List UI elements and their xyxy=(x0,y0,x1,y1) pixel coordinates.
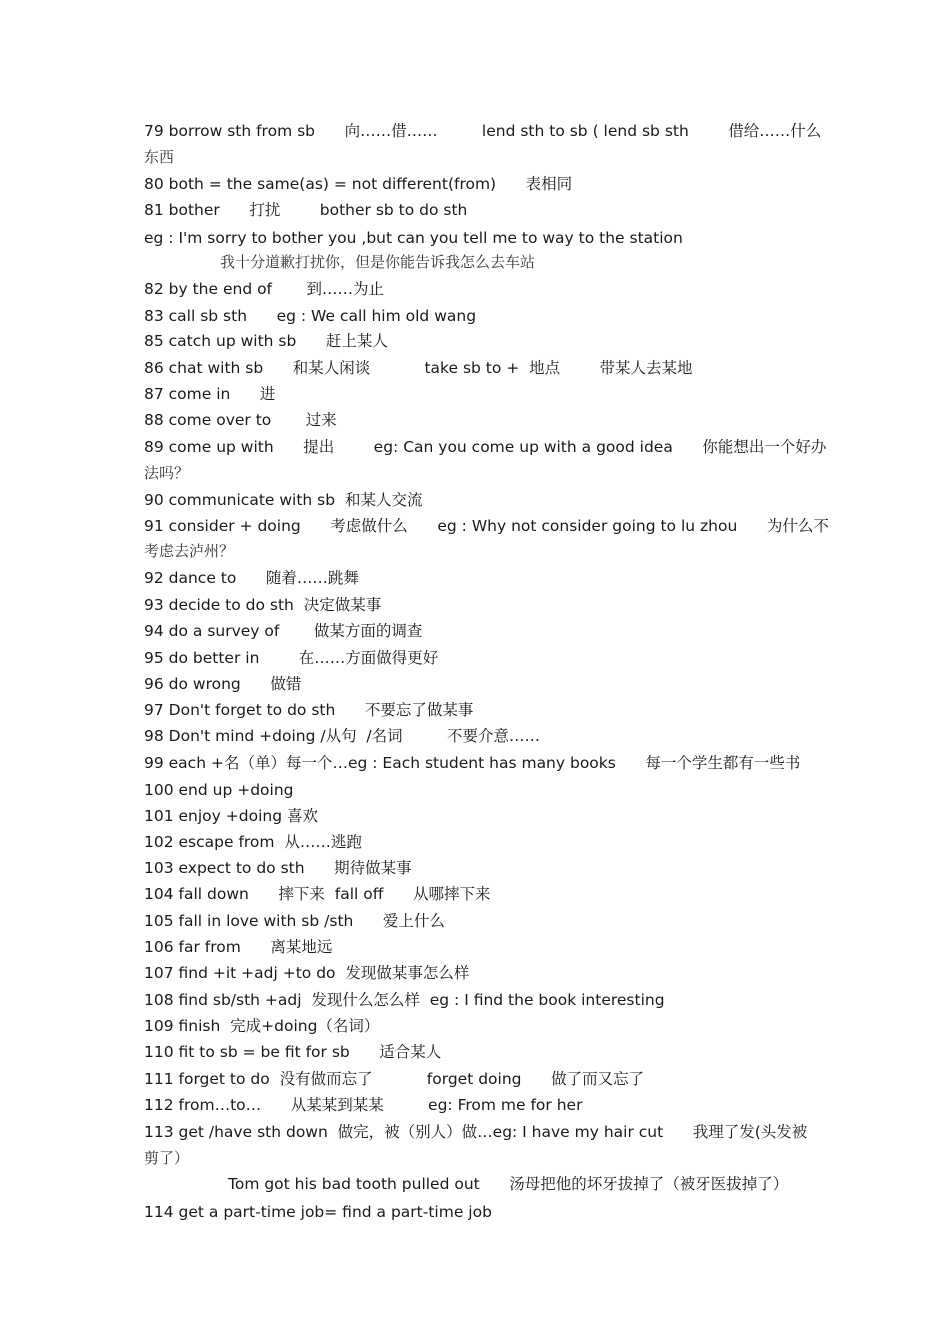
text-line-101: 101 enjoy +doing 喜欢 xyxy=(144,807,318,825)
text-line-90: 90 communicate with sb 和某人交流 xyxy=(144,491,423,509)
text-line-83: 83 call sb sth eg : We call him old wang xyxy=(144,307,477,325)
text-line-94: 94 do a survey of 做某方面的调查 xyxy=(144,622,423,640)
text-line-106: 106 far from 离某地远 xyxy=(144,938,333,956)
text-line-79: 79 borrow sth from sb 向……借…… lend sth to sb ( lend sb sth 借给……什么 xyxy=(144,122,822,140)
text-line-87: 87 come in 进 xyxy=(144,385,276,403)
text-line-108: 108 find sb/sth +adj 发现什么怎么样 eg : I find the book interesting xyxy=(144,991,665,1009)
text-line-81: 81 bother 打扰 bother sb to do sth xyxy=(144,201,468,219)
text-line-113-cont: 剪了） xyxy=(144,1149,190,1167)
text-line-81-example: eg : I'm sorry to bother you ,but can you tell me to way to the station xyxy=(144,229,683,247)
text-line-102: 102 escape from 从……逃跑 xyxy=(144,833,362,851)
text-line-98: 98 Don't mind +doing /从句 /名词 不要介意…… xyxy=(144,727,540,745)
text-line-81-translation: 我十分道歉打扰你，但是你能告诉我怎么去车站 xyxy=(220,253,536,271)
text-line-89-cont: 法吗？ xyxy=(144,464,190,482)
text-line-92: 92 dance to 随着……跳舞 xyxy=(144,569,359,587)
text-line-103: 103 expect to do sth 期待做某事 xyxy=(144,859,412,877)
text-line-105: 105 fall in love with sb /sth 爱上什么 xyxy=(144,912,445,930)
text-line-112: 112 from…to… 从某某到某某 eg: From me for her xyxy=(144,1096,583,1114)
text-line-96: 96 do wrong 做错 xyxy=(144,675,302,693)
text-line-109: 109 finish 完成+doing（名词） xyxy=(144,1017,380,1035)
text-line-113: 113 get /have sth down 做完，被（别人）做…eg: I have my hair cut 我理了发(头发被 xyxy=(144,1123,808,1141)
text-line-80: 80 both = the same(as) = not different(from) 表相同 xyxy=(144,175,573,193)
text-line-93: 93 decide to do sth 决定做某事 xyxy=(144,596,382,614)
text-line-88: 88 come over to 过来 xyxy=(144,411,337,429)
text-line-91-cont: 考虑去泸州？ xyxy=(144,542,235,560)
text-line-99: 99 each +名（单）每一个…eg : Each student has many books 每一个学生都有一些书 xyxy=(144,754,801,772)
text-line-86: 86 chat with sb 和某人闲谈 take sb to + 地点 带某人去某地 xyxy=(144,359,693,377)
text-line-95: 95 do better in 在……方面做得更好 xyxy=(144,649,439,667)
text-line-110: 110 fit to sb = be fit for sb 适合某人 xyxy=(144,1043,442,1061)
text-line-113-example: Tom got his bad tooth pulled out 汤母把他的坏牙拔掉了（被牙医拔掉了） xyxy=(228,1175,789,1193)
text-line-97: 97 Don't forget to do sth 不要忘了做某事 xyxy=(144,701,474,719)
text-line-79-cont: 东西 xyxy=(144,148,175,166)
text-line-85: 85 catch up with sb 赶上某人 xyxy=(144,332,388,350)
text-line-114: 114 get a part-time job= find a part-time job xyxy=(144,1203,492,1221)
text-line-111: 111 forget to do 没有做而忘了 forget doing 做了而又忘了 xyxy=(144,1070,645,1088)
text-line-104: 104 fall down 摔下来 fall off 从哪摔下来 xyxy=(144,885,491,903)
text-line-89: 89 come up with 提出 eg: Can you come up with a good idea 你能想出一个好办 xyxy=(144,438,827,456)
text-line-107: 107 find +it +adj +to do 发现做某事怎么样 xyxy=(144,964,470,982)
text-line-82: 82 by the end of 到……为止 xyxy=(144,280,385,298)
text-line-91: 91 consider + doing 考虑做什么 eg : Why not consider going to lu zhou 为什么不 xyxy=(144,517,829,535)
text-line-100: 100 end up +doing xyxy=(144,781,294,799)
